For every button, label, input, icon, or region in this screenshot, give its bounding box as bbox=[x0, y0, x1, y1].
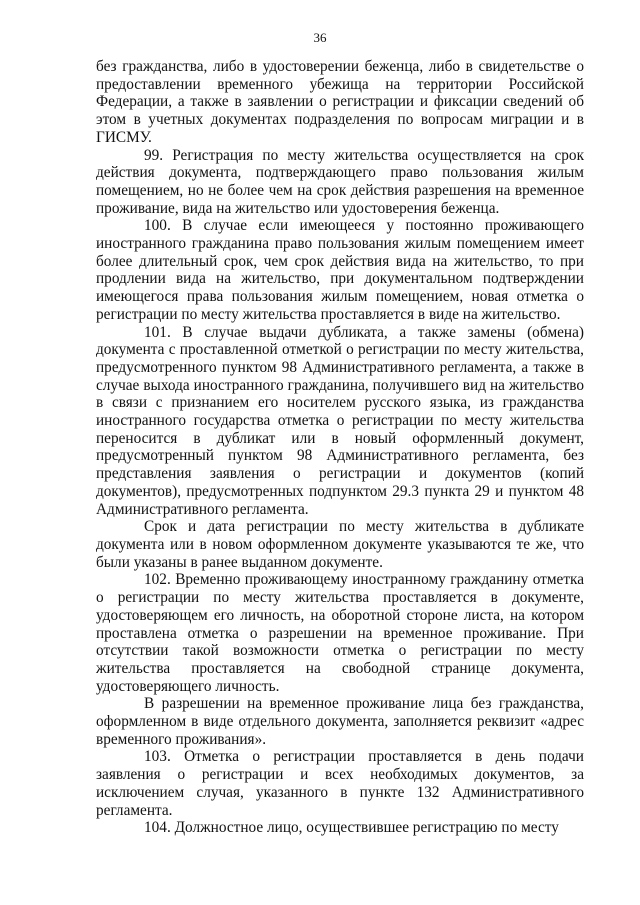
document-body bbox=[96, 58, 584, 837]
page-number: 36 bbox=[313, 30, 327, 45]
paragraph-102: 102. Временно проживающему иностранному гражданину отметка о регистрации по месту жительства проставляется в документе, удостоверяющем его личность, на оборотной стороне листа, на котором проставлена отметка о разрешении на временное проживание. При отсутствии такой возможности отметка о регистрации по месту жительства проставляется на свободной странице документа, удостоверяющего личность. bbox=[96, 571, 584, 695]
paragraph-101: 101. В случае выдачи дубликата, а также замены (обмена) документа с проставленной отметкой о регистрации по месту жительства, предусмотренного пунктом 98 Административного регламента, а также в случае выхода иностранного гражданина, получившего вид на жительство в связи с признанием его носителем русского языка, из гражданства иностранного государства отметка о регистрации по месту жительства переносится в дубликат или в новый оформленный документ, предусмотренный пунктом 98 Административного регламента, без представления заявления о регистрации и документов (копий документов), предусмотренных подпунктом 29.3 пункта 29 и пунктом 48 Административного регламента. bbox=[96, 323, 584, 518]
paragraph-102-permit: В разрешении на временное проживание лица без гражданства, оформленном в виде отдельного документа, заполняется реквизит «адрес временного проживания». bbox=[96, 695, 584, 748]
paragraph-104: 104. Должностное лицо, осуществившее регистрацию по месту bbox=[144, 819, 559, 837]
paragraph-101-term: Срок и дата регистрации по месту жительства в дубликате документа или в новом оформленном документе указываются те же, что были указаны в ранее выданном документе. bbox=[96, 518, 584, 571]
paragraph-103: 103. Отметка о регистрации проставляется в день подачи заявления о регистрации и всех необходимых документов, за исключением случая, указанного в пункте 132 Административного регламента. bbox=[96, 748, 584, 819]
paragraph-continuation: без гражданства, либо в удостоверении беженца, либо в свидетельстве о предоставлении временного убежища на территории Российской Федерации, а также в заявлении о регистрации и фиксации сведений об этом в учетных документах подразделения по вопросам миграции и в ГИСМУ. bbox=[96, 58, 584, 146]
paragraph-100: 100. В случае если имеющееся у постоянно проживающего иностранного гражданина право пользования жилым помещением имеет более длительный срок, чем срок действия вида на жительство, то при продлении вида на жительство, при документальном подтверждении имеющегося права пользования жилым помещением, новая отметка о регистрации по месту жительства проставляется в виде на жительство. bbox=[96, 217, 584, 323]
paragraph-99: 99. Регистрация по месту жительства осуществляется на срок действия документа, подтверждающего право пользования жилым помещением, но не более чем на срок действия разрешения на временное проживание, вида на жительство или удостоверения беженца. bbox=[96, 146, 584, 217]
